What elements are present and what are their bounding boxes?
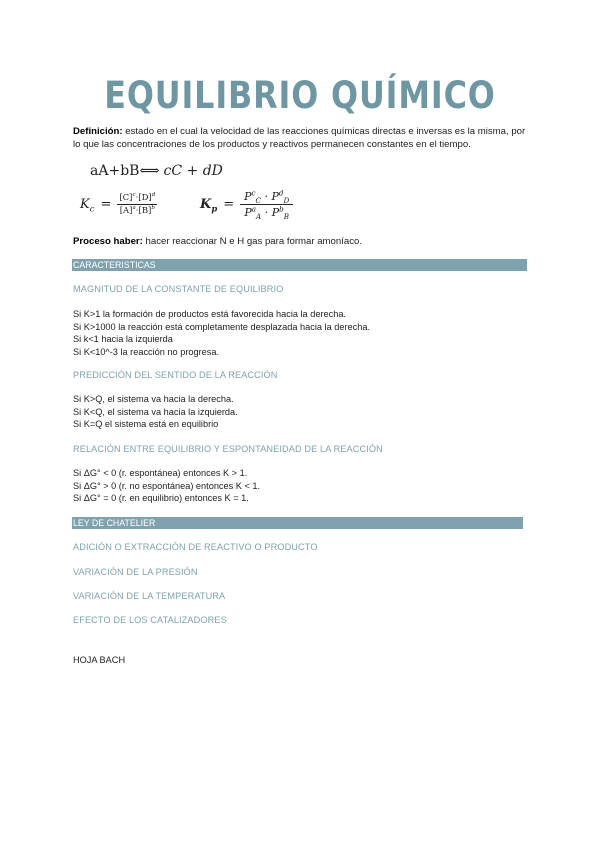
prediccion-list	[73, 393, 238, 431]
equation-plus: +	[182, 163, 203, 179]
magnitud-line: Si K>1 la formación de productos está favorecida hacia la derecha.	[73, 309, 346, 319]
section-bar-chatelier: LEY DE CHATELIER	[72, 517, 523, 529]
subheading-temperatura: VARIACIÓN DE LA TEMPERATURA	[73, 591, 226, 601]
relacion-line: Si ΔG° > 0 (r. no espontánea) entonces K < 1.	[73, 480, 261, 491]
kp-den-p-a: P	[244, 206, 252, 219]
kc-den-b: ·[B]	[135, 206, 152, 216]
kp-denominator	[240, 204, 293, 222]
subheading-presion: VARIACIÓN DE LA PRESIÓN	[73, 567, 198, 577]
kc-den-exp-b: b	[151, 205, 155, 212]
kc-den-exp-a: a	[132, 205, 136, 212]
kp-den-dot: ·	[261, 206, 272, 219]
equation-product-c: cC	[163, 163, 183, 179]
equilibrium-arrow: ⟺	[139, 163, 160, 179]
page-title: EQUILIBRIO QUÍMICO	[104, 74, 496, 117]
kp-den-sup-a: a	[251, 204, 257, 214]
relacion-list	[73, 467, 260, 505]
section-bar-caracteristicas: CARACTERISTICAS	[72, 259, 527, 271]
equation-reactants: aA+bB	[90, 163, 140, 179]
reaction-equation	[90, 163, 223, 179]
kc-num-exp-d: d	[151, 192, 156, 199]
prediccion-line: Si K>Q, el sistema va hacia la derecha.	[73, 394, 234, 404]
haber-label: Proceso haber:	[73, 236, 143, 247]
kp-num-p-d: P	[271, 190, 279, 203]
subheading-magnitud: MAGNITUD DE LA CONSTANTE DE EQUILIBRIO	[73, 284, 284, 294]
subheading-prediccion: PREDICCIÓN DEL SENTIDO DE LA REACCIÓN	[73, 370, 278, 380]
kp-equals: =	[223, 197, 235, 212]
subheading-adicion: ADICIÓN O EXTRACCIÓN DE REACTIVO O PRODUCTO	[73, 542, 318, 552]
definition-label: Definición:	[73, 126, 123, 137]
kc-subscript: c	[89, 203, 95, 214]
haber-text: hacer reaccionar N e H gas para formar amoníaco.	[142, 236, 363, 247]
kc-numerator	[117, 193, 157, 205]
kp-numerator	[240, 190, 293, 205]
magnitud-list	[73, 308, 370, 358]
magnitud-line: Si k<1 hacia la izquierda	[73, 334, 173, 344]
kc-fraction	[117, 193, 157, 216]
kp-fraction	[240, 188, 293, 222]
kp-subscript: p	[211, 203, 218, 214]
relacion-line: Si ΔG° < 0 (r. espontánea) entonces K > 1.	[73, 468, 248, 478]
kp-den-sup-b: b	[279, 204, 284, 214]
definition-paragraph	[73, 125, 533, 151]
kc-equals: =	[100, 197, 112, 212]
kp-den-sub-a: A	[256, 212, 262, 222]
kc-denominator	[117, 205, 157, 216]
kp-symbol: K	[200, 197, 212, 212]
subheading-relacion: RELACIÓN ENTRE EQUILIBRIO Y ESPONTANEIDAD DE LA REACCIÓN	[73, 444, 383, 454]
kp-den-p-b: P	[271, 206, 280, 219]
haber-paragraph	[73, 236, 362, 247]
kp-num-sub-d: D	[283, 196, 290, 206]
kp-formula	[200, 188, 293, 222]
magnitud-line: Si K<10^-3 la reacción no progresa.	[73, 346, 220, 357]
relacion-line: Si ΔG° = 0 (r. en equilibrio) entonces K = 1.	[73, 493, 249, 503]
kp-num-sup-d: d	[278, 188, 284, 198]
magnitud-line: Si K>1000 la reacción está completamente desplazada hacia la derecha.	[73, 321, 370, 332]
footer-label: HOJA BACH	[73, 655, 126, 665]
kp-den-sub-b: B	[283, 212, 289, 222]
prediccion-line: Si K<Q, el sistema va hacia la izquierda.	[73, 406, 238, 417]
kp-num-p-c: P	[244, 190, 252, 203]
kc-num-exp-c: c	[132, 192, 136, 199]
kc-formula	[80, 193, 157, 216]
kp-num-dot: ·	[261, 190, 272, 203]
kc-num-d: ·[D]	[135, 193, 152, 203]
definition-text: estado en el cual la velocidad de las reacciones químicas directas e inversas es la misma, por lo que las concentraciones de los productos y reactivos permanecen constantes en el tiempo.	[73, 126, 526, 150]
kc-num-c: [C]	[119, 193, 133, 203]
equation-product-d: dD	[202, 163, 223, 179]
kc-den-a: [A]	[119, 206, 133, 216]
subheading-catalizadores: EFECTO DE LOS CATALIZADORES	[73, 615, 227, 625]
prediccion-line: Si K=Q el sistema está en equilibrio	[73, 419, 219, 429]
kp-num-sub-c: C	[255, 196, 261, 206]
kp-num-sup-c: c	[251, 188, 256, 198]
kc-symbol: K	[80, 197, 90, 212]
